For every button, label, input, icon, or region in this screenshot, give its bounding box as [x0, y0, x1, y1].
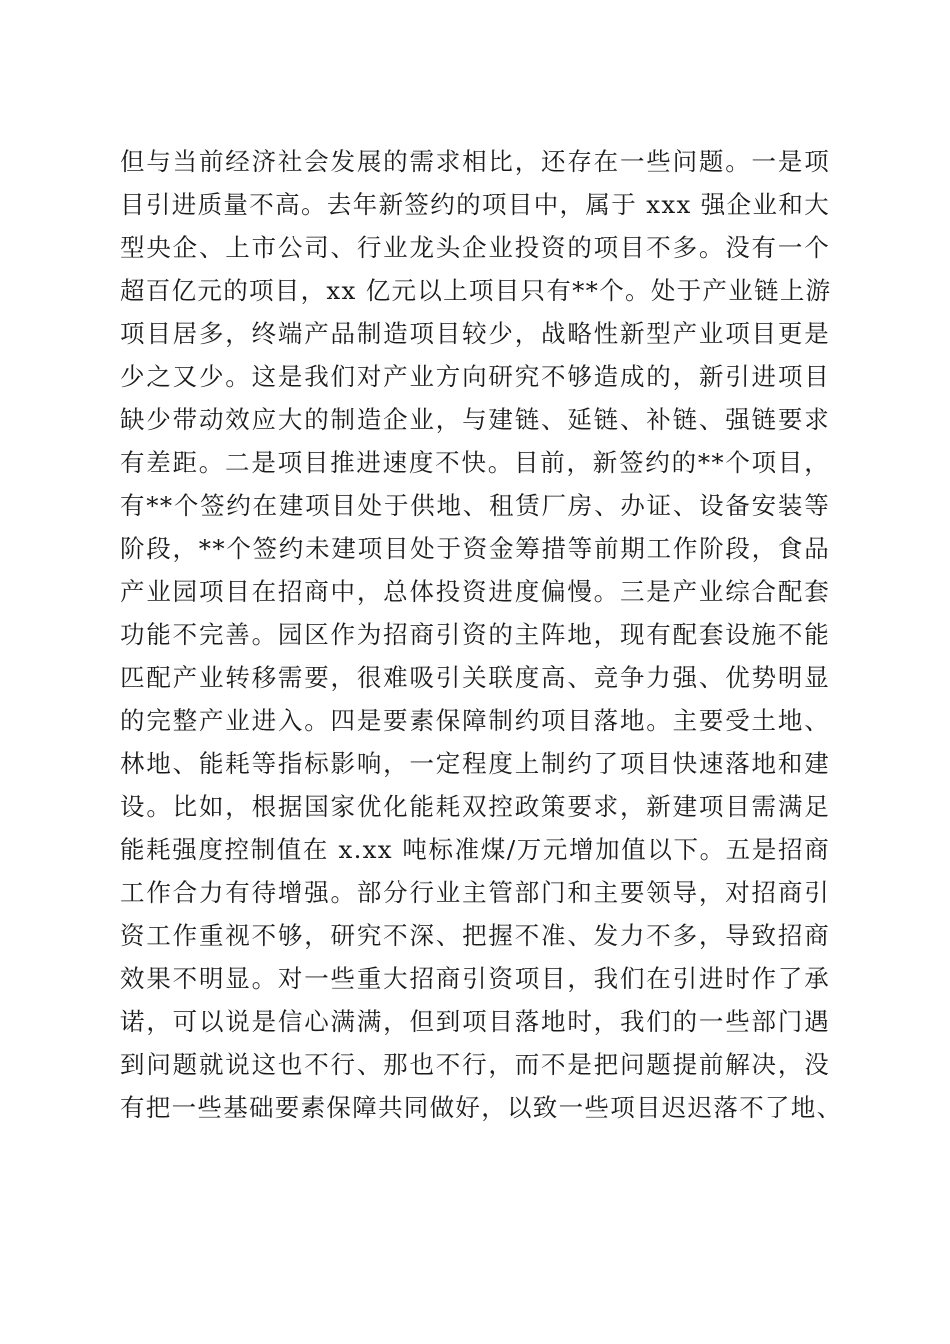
- text-line: 型央企、上市公司、行业龙头企业投资的项目不多。没有一个: [120, 233, 830, 262]
- text-line: 有**个签约在建项目处于供地、租赁厂房、办证、设备安装等: [120, 491, 830, 520]
- text-line: 阶段，**个签约未建项目处于资金筹措等前期工作阶段，食品: [120, 534, 830, 563]
- text-line: 工作合力有待增强。部分行业主管部门和主要领导，对招商引: [120, 878, 830, 907]
- body-paragraph: [120, 140, 843, 1129]
- text-line: 效果不明显。对一些重大招商引资项目，我们在引进时作了承: [120, 964, 830, 993]
- text-line: 产业园项目在招商中，总体投资进度偏慢。三是产业综合配套: [120, 577, 830, 606]
- text-line: 资工作重视不够，研究不深、把握不准、发力不多，导致招商: [120, 921, 830, 950]
- text-line: 少之又少。这是我们对产业方向研究不够造成的，新引进项目: [120, 362, 830, 391]
- text-line: 超百亿元的项目，xx 亿元以上项目只有**个。处于产业链上游: [120, 276, 832, 305]
- text-line: 但与当前经济社会发展的需求相比，还存在一些问题。一是项: [120, 147, 830, 176]
- text-line: 到问题就说这也不行、那也不行，而不是把问题提前解决，没: [120, 1050, 830, 1079]
- text-line: 林地、能耗等指标影响，一定程度上制约了项目快速落地和建: [120, 749, 830, 778]
- text-line: 匹配产业转移需要，很难吸引关联度高、竞争力强、优势明显: [120, 663, 830, 692]
- text-line: 有把一些基础要素保障共同做好，以致一些项目迟迟落不了地、: [120, 1093, 843, 1122]
- text-line: 有差距。二是项目推进速度不快。目前，新签约的**个项目，: [120, 448, 830, 477]
- text-line: 的完整产业进入。四是要素保障制约项目落地。主要受土地、: [120, 706, 830, 735]
- text-line: 缺少带动效应大的制造企业，与建链、延链、补链、强链要求: [120, 405, 830, 434]
- text-line: 诺，可以说是信心满满，但到项目落地时，我们的一些部门遇: [120, 1007, 830, 1036]
- text-line: 功能不完善。园区作为招商引资的主阵地，现有配套设施不能: [120, 620, 830, 649]
- text-line: 能耗强度控制值在 x.xx 吨标准煤/万元增加值以下。五是招商: [120, 835, 830, 864]
- text-line: 设。比如，根据国家优化能耗双控政策要求，新建项目需满足: [120, 792, 830, 821]
- text-line: 项目居多，终端产品制造项目较少，战略性新型产业项目更是: [120, 319, 830, 348]
- text-line: 目引进质量不高。去年新签约的项目中，属于 xxx 强企业和大: [120, 190, 830, 219]
